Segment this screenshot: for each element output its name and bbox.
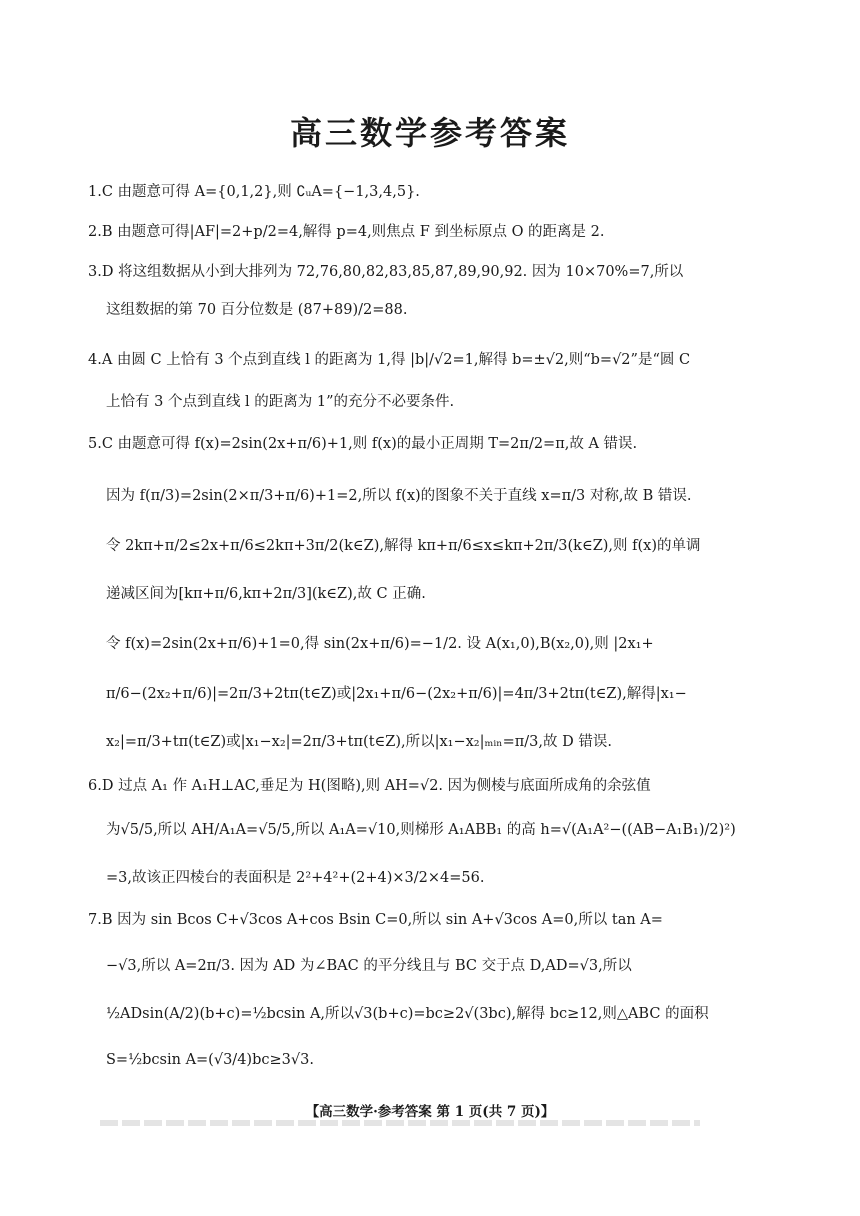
answer-line: 令 f(x)=2sin(2x+π/6)+1=0,得 sin(2x+π/6)=−1/2. 设 A(x₁,0),B(x₂,0),则 |2x₁+ bbox=[106, 636, 654, 652]
answer-line: 为√5/5,所以 AH/A₁A=√5/5,所以 A₁A=√10,则梯形 A₁ABB₁ 的高 h=√(A₁A²−((AB−A₁B₁)/2)²) bbox=[106, 822, 736, 838]
answer-line: 这组数据的第 70 百分位数是 (87+89)/2=88. bbox=[106, 302, 408, 318]
answer-line: 5.C 由题意可得 f(x)=2sin(2x+π/6)+1,则 f(x)的最小正周期 T=2π/2=π,故 A 错误. bbox=[88, 436, 638, 452]
answer-line: 递减区间为[kπ+π/6,kπ+2π/3](k∈Z),故 C 正确. bbox=[106, 586, 426, 602]
answer-line: =3,故该正四棱台的表面积是 2²+4²+(2+4)×3/2×4=56. bbox=[106, 870, 485, 886]
scan-edge-strip bbox=[100, 1120, 700, 1126]
page-title: 高三数学参考答案 bbox=[289, 114, 570, 152]
answer-line: π/6−(2x₂+π/6)|=2π/3+2tπ(t∈Z)或|2x₁+π/6−(2x₂+π/6)|=4π/3+2tπ(t∈Z),解得|x₁− bbox=[106, 686, 687, 702]
answer-line: 2.B 由题意可得|AF|=2+p/2=4,解得 p=4,则焦点 F 到坐标原点 O 的距离是 2. bbox=[88, 224, 605, 240]
answer-line: 因为 f(π/3)=2sin(2×π/3+π/6)+1=2,所以 f(x)的图象不关于直线 x=π/3 对称,故 B 错误. bbox=[106, 488, 692, 504]
page-footer: 【高三数学·参考答案 第 1 页(共 7 页)】 bbox=[305, 1104, 555, 1120]
answer-line: 上恰有 3 个点到直线 l 的距离为 1”的充分不必要条件. bbox=[106, 394, 455, 410]
answer-line: 7.B 因为 sin Bcos C+√3cos A+cos Bsin C=0,所以 sin A+√3cos A=0,所以 tan A= bbox=[88, 912, 663, 928]
answer-line: 令 2kπ+π/2≤2x+π/6≤2kπ+3π/2(k∈Z),解得 kπ+π/6≤x≤kπ+2π/3(k∈Z),则 f(x)的单调 bbox=[106, 538, 701, 554]
answer-line: 1.C 由题意可得 A={0,1,2},则 ∁ᵤA={−1,3,4,5}. bbox=[88, 184, 420, 200]
answer-line: −√3,所以 A=2π/3. 因为 AD 为∠BAC 的平分线且与 BC 交于点 D,AD=√3,所以 bbox=[106, 958, 632, 974]
answer-line: 3.D 将这组数据从小到大排列为 72,76,80,82,83,85,87,89,90,92. 因为 10×70%=7,所以 bbox=[88, 264, 684, 280]
answer-line: ½ADsin(A/2)(b+c)=½bcsin A,所以√3(b+c)=bc≥2√(3bc),解得 bc≥12,则△ABC 的面积 bbox=[106, 1006, 709, 1022]
answer-line: x₂|=π/3+tπ(t∈Z)或|x₁−x₂|=2π/3+tπ(t∈Z),所以|x₁−x₂|ₘᵢₙ=π/3,故 D 错误. bbox=[106, 734, 612, 750]
answer-line: 4.A 由圆 C 上恰有 3 个点到直线 l 的距离为 1,得 |b|/√2=1,解得 b=±√2,则“b=√2”是“圆 C bbox=[88, 352, 691, 368]
answer-line: S=½bcsin A=(√3/4)bc≥3√3. bbox=[106, 1052, 314, 1068]
answer-line: 6.D 过点 A₁ 作 A₁H⊥AC,垂足为 H(图略),则 AH=√2. 因为侧棱与底面所成角的余弦值 bbox=[88, 778, 651, 794]
